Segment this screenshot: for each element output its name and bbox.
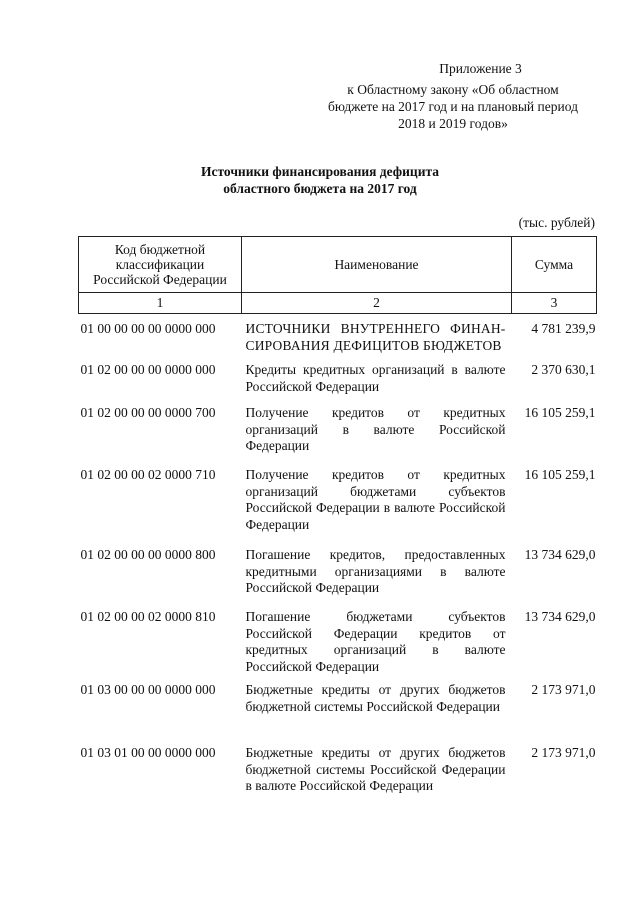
row-code: 01 02 00 00 02 0000 710 xyxy=(80,467,216,482)
row-sum: 16 105 259,1 xyxy=(524,405,596,420)
row-name: Погашение бюджетами субъектов Российской Федерации кредитов от кредитных организаций в валюте Российской Федерации xyxy=(245,609,506,674)
table-row xyxy=(79,398,597,460)
row-code: 01 03 01 00 00 0000 000 xyxy=(80,745,216,760)
row-name: Кредиты кредитных организаций в валюте Российской Федерации xyxy=(245,362,506,394)
row-code: 01 02 00 00 02 0000 810 xyxy=(80,609,216,624)
column-number-2: 2 xyxy=(242,293,512,314)
appendix-law-reference: к Областному закону «Об областном бюджете на 2017 год и на плановый период 2018 и 2019 годов» xyxy=(328,82,578,131)
row-sum: 2 173 971,0 xyxy=(531,682,596,697)
table-row xyxy=(79,675,597,738)
title-line-2: областного бюджета на 2017 год xyxy=(223,181,417,196)
row-code: 01 02 00 00 00 0000 000 xyxy=(80,362,216,377)
title-line-1: Источники финансирования дефицита xyxy=(200,164,440,179)
table-row xyxy=(79,738,597,805)
document-title xyxy=(0,163,640,197)
column-number-row xyxy=(79,293,597,314)
units-label: (тыс. рублей) xyxy=(518,215,595,230)
row-name: Бюджетные кредиты от других бюджетов бюджетной системы Российской Федерации в валюте Российской Федерации xyxy=(245,745,506,793)
table-row xyxy=(79,602,597,675)
row-code: 01 02 00 00 00 0000 700 xyxy=(80,405,216,420)
header-sum: Сумма xyxy=(512,237,597,293)
row-sum: 4 781 239,9 xyxy=(531,321,596,336)
appendix-number: Приложение 3 xyxy=(439,61,522,76)
row-sum: 13 734 629,0 xyxy=(524,547,596,562)
header-code: Код бюджетной классификации Российской Федерации xyxy=(79,237,242,293)
column-number-3: 3 xyxy=(512,293,597,314)
row-sum: 2 173 971,0 xyxy=(531,745,596,760)
row-name: Погашение кредитов, предоставленных кредитными организациями в валюте Российской Федерации xyxy=(245,547,506,595)
financing-sources-table xyxy=(78,236,597,805)
row-sum: 16 105 259,1 xyxy=(524,467,596,482)
table-row xyxy=(79,314,597,356)
row-name: Бюджетные кредиты от других бюджетов бюджетной системы Российской Федерации xyxy=(245,682,506,714)
row-name: ИСТОЧНИКИ ВНУТРЕННЕГО ФИНАН-СИРОВАНИЯ ДЕФИЦИТОВ БЮДЖЕТОВ xyxy=(245,321,506,353)
row-sum: 13 734 629,0 xyxy=(524,609,596,624)
row-code: 01 02 00 00 00 0000 800 xyxy=(80,547,216,562)
table-row xyxy=(79,460,597,540)
table-row xyxy=(79,355,597,398)
header-row xyxy=(79,237,597,293)
table-row xyxy=(79,540,597,602)
row-sum: 2 370 630,1 xyxy=(531,362,596,377)
row-name: Получение кредитов от кредитных организаций в валюте Российской Федерации xyxy=(245,405,506,453)
row-code: 01 00 00 00 00 0000 000 xyxy=(80,321,216,336)
header-name: Наименование xyxy=(242,237,512,293)
appendix-block xyxy=(323,60,583,132)
row-code: 01 03 00 00 00 0000 000 xyxy=(80,682,216,697)
column-number-1: 1 xyxy=(79,293,242,314)
row-name: Получение кредитов от кредитных организаций бюджетами субъектов Российской Федерации в валюте Российской Федерации xyxy=(245,467,506,532)
